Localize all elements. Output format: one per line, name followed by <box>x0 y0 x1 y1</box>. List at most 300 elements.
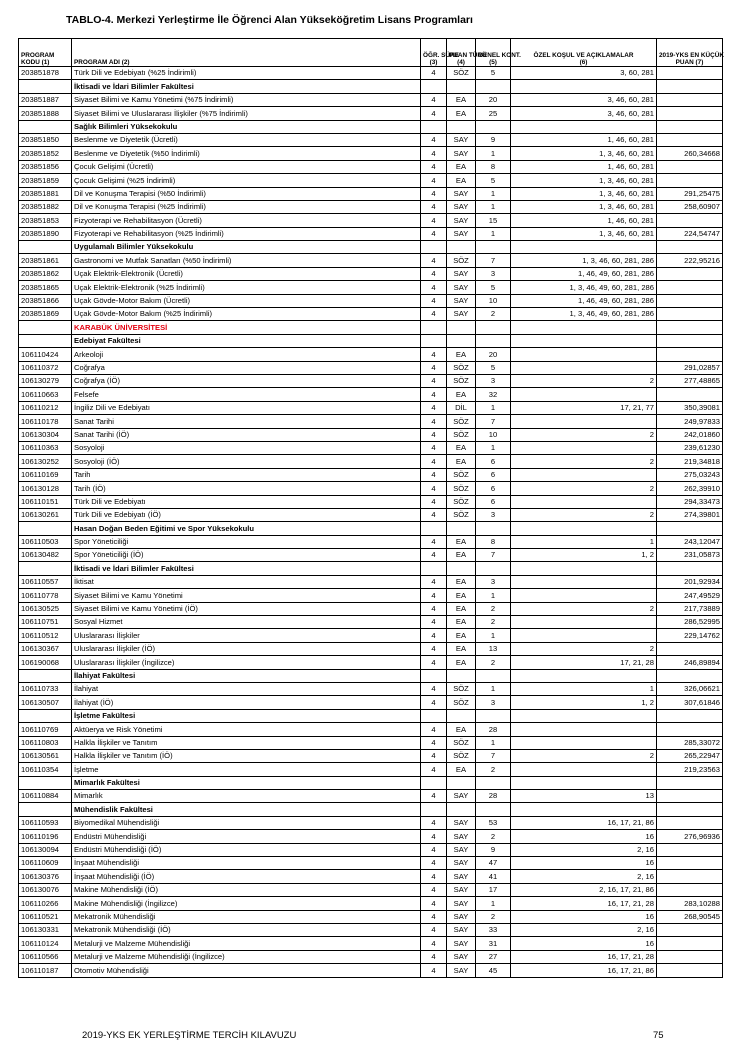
program-code: 106110354 <box>19 763 72 776</box>
conditions: 1, 3, 46, 60, 281 <box>511 227 657 240</box>
conditions: 17, 21, 77 <box>511 401 657 414</box>
quota: 33 <box>476 924 511 937</box>
table-row <box>19 682 723 695</box>
program-name: Beslenme ve Diyetetik (%50 İndirimli) <box>72 147 421 160</box>
conditions: 2 <box>511 374 657 387</box>
duration: 4 <box>421 937 447 950</box>
duration: 4 <box>421 187 447 200</box>
table-row <box>19 133 723 146</box>
score-type: EA <box>447 441 476 454</box>
min-score: 326,06621 <box>657 682 723 695</box>
table-row <box>19 937 723 950</box>
table-row <box>19 187 723 200</box>
program-code: 106130482 <box>19 549 72 562</box>
quota: 2 <box>476 910 511 923</box>
program-name: Endüstri Mühendisliği (İÖ) <box>72 843 421 856</box>
quota: 1 <box>476 200 511 213</box>
score-type: SAY <box>447 200 476 213</box>
min-score <box>657 950 723 963</box>
table-row <box>19 816 723 829</box>
duration: 4 <box>421 495 447 508</box>
table-row <box>19 870 723 883</box>
program-code: 106130331 <box>19 924 72 937</box>
quota: 2 <box>476 616 511 629</box>
conditions: 2 <box>511 602 657 615</box>
table-row <box>19 763 723 776</box>
min-score <box>657 937 723 950</box>
quota: 6 <box>476 468 511 481</box>
conditions: 16 <box>511 910 657 923</box>
empty-cell <box>476 776 511 789</box>
program-name: Çocuk Gelişimi (Ücretli) <box>72 160 421 173</box>
quota: 9 <box>476 843 511 856</box>
duration: 4 <box>421 535 447 548</box>
program-code: 106110178 <box>19 415 72 428</box>
table-row <box>19 495 723 508</box>
program-name: Uçak Gövde-Motor Bakım (Ücretli) <box>72 294 421 307</box>
min-score: 286,52995 <box>657 616 723 629</box>
program-code: 106110609 <box>19 857 72 870</box>
conditions: 1, 46, 49, 60, 281, 286 <box>511 267 657 280</box>
duration: 4 <box>421 924 447 937</box>
faculty-row <box>19 120 723 133</box>
min-score: 265,22947 <box>657 749 723 762</box>
quota: 3 <box>476 267 511 280</box>
duration: 4 <box>421 374 447 387</box>
empty-cell <box>19 803 72 816</box>
min-score: 229,14762 <box>657 629 723 642</box>
min-score <box>657 160 723 173</box>
score-type: EA <box>447 589 476 602</box>
page-title: TABLO-4. Merkezi Yerleştirme İle Öğrenci Alan Yükseköğretim Lisans Programları <box>66 14 473 26</box>
program-name: Endüstri Mühendisliği <box>72 830 421 843</box>
duration: 4 <box>421 642 447 655</box>
faculty-name: Hasan Doğan Beden Eğitimi ve Spor Yüksekokulu <box>72 522 421 535</box>
faculty-name: İşletme Fakültesi <box>72 709 421 722</box>
table-row <box>19 508 723 521</box>
program-code: 203851888 <box>19 107 72 120</box>
score-type: SÖZ <box>447 374 476 387</box>
conditions <box>511 736 657 749</box>
header-min-score: 2019-YKS EN KÜÇÜK PUAN (7) <box>657 39 723 67</box>
duration: 4 <box>421 401 447 414</box>
duration: 4 <box>421 147 447 160</box>
conditions: 1, 2 <box>511 696 657 709</box>
min-score <box>657 870 723 883</box>
empty-cell <box>476 522 511 535</box>
empty-cell <box>19 241 72 254</box>
table-row <box>19 227 723 240</box>
quota: 28 <box>476 790 511 803</box>
min-score: 276,96936 <box>657 830 723 843</box>
conditions: 1, 46, 60, 281 <box>511 133 657 146</box>
table-row <box>19 723 723 736</box>
program-code: 203851862 <box>19 267 72 280</box>
score-type: EA <box>447 575 476 588</box>
conditions: 16, 17, 21, 86 <box>511 964 657 977</box>
conditions <box>511 575 657 588</box>
program-name: Türk Dili ve Edebiyatı <box>72 495 421 508</box>
faculty-row <box>19 241 723 254</box>
header-program-code: PROGRAM KODU (1) <box>19 39 72 67</box>
program-code: 106110733 <box>19 682 72 695</box>
quota: 25 <box>476 107 511 120</box>
faculty-name: Sağlık Bilimleri Yüksekokulu <box>72 120 421 133</box>
program-name: Siyaset Bilimi ve Uluslararası İlişkiler (%75 İndirimli) <box>72 107 421 120</box>
min-score: 222,95216 <box>657 254 723 267</box>
empty-cell <box>19 709 72 722</box>
score-type: SAY <box>447 883 476 896</box>
table-row <box>19 736 723 749</box>
empty-cell <box>19 522 72 535</box>
program-name: Uluslararası İlişkiler (İngilizce) <box>72 656 421 669</box>
program-name: Uçak Gövde-Motor Bakım (%25 İndirimli) <box>72 308 421 321</box>
empty-cell <box>476 562 511 575</box>
table-row <box>19 455 723 468</box>
min-score <box>657 308 723 321</box>
quota: 7 <box>476 415 511 428</box>
duration: 4 <box>421 348 447 361</box>
program-name: Uluslararası İlişkiler (İÖ) <box>72 642 421 655</box>
program-name: İngiliz Dili ve Edebiyatı <box>72 401 421 414</box>
table-row <box>19 174 723 187</box>
duration: 4 <box>421 816 447 829</box>
program-code: 106110593 <box>19 816 72 829</box>
table-row <box>19 616 723 629</box>
empty-cell <box>476 669 511 682</box>
faculty-name: Mimarlık Fakültesi <box>72 776 421 789</box>
table-row <box>19 428 723 441</box>
quota: 2 <box>476 308 511 321</box>
empty-cell <box>447 776 476 789</box>
program-code: 106130561 <box>19 749 72 762</box>
program-code: 203851856 <box>19 160 72 173</box>
quota: 1 <box>476 736 511 749</box>
header-conditions: ÖZEL KOŞUL VE AÇIKLAMALAR (6) <box>511 39 657 67</box>
empty-cell <box>447 241 476 254</box>
score-type: SÖZ <box>447 749 476 762</box>
min-score: 243,12047 <box>657 535 723 548</box>
empty-cell <box>657 669 723 682</box>
conditions: 2, 16 <box>511 843 657 856</box>
program-code: 203851865 <box>19 281 72 294</box>
score-type: DİL <box>447 401 476 414</box>
conditions: 3, 46, 60, 281 <box>511 107 657 120</box>
program-name: Coğrafya <box>72 361 421 374</box>
program-code: 106110663 <box>19 388 72 401</box>
score-type: SAY <box>447 830 476 843</box>
empty-cell <box>447 80 476 93</box>
program-name: Sosyoloji (İÖ) <box>72 455 421 468</box>
duration: 4 <box>421 93 447 106</box>
min-score: 249,97833 <box>657 415 723 428</box>
faculty-name: İktisadi ve İdari Bilimler Fakültesi <box>72 80 421 93</box>
program-code: 106110196 <box>19 830 72 843</box>
faculty-row <box>19 776 723 789</box>
table-row <box>19 883 723 896</box>
empty-cell <box>511 334 657 347</box>
empty-cell <box>19 776 72 789</box>
program-name: Makine Mühendisliği (İÖ) <box>72 883 421 896</box>
empty-cell <box>511 709 657 722</box>
table-row <box>19 696 723 709</box>
empty-cell <box>19 669 72 682</box>
empty-cell <box>511 120 657 133</box>
faculty-name: İktisadi ve İdari Bilimler Fakültesi <box>72 562 421 575</box>
conditions <box>511 495 657 508</box>
score-type: EA <box>447 723 476 736</box>
table-row <box>19 575 723 588</box>
program-code: 106110212 <box>19 401 72 414</box>
quota: 13 <box>476 642 511 655</box>
min-score <box>657 267 723 280</box>
score-type: SAY <box>447 790 476 803</box>
score-type: SAY <box>447 964 476 977</box>
empty-cell <box>19 334 72 347</box>
program-name: Sanat Tarihi (İÖ) <box>72 428 421 441</box>
min-score: 201,92934 <box>657 575 723 588</box>
min-score <box>657 924 723 937</box>
conditions <box>511 629 657 642</box>
empty-cell <box>19 80 72 93</box>
quota: 20 <box>476 93 511 106</box>
min-score <box>657 964 723 977</box>
program-name: Fizyoterapi ve Rehabilitasyon (Ücretli) <box>72 214 421 227</box>
program-name: Türk Dili ve Edebiyatı (İÖ) <box>72 508 421 521</box>
conditions: 2 <box>511 508 657 521</box>
min-score: 350,39081 <box>657 401 723 414</box>
table-row <box>19 348 723 361</box>
score-type: SAY <box>447 187 476 200</box>
score-type: SAY <box>447 897 476 910</box>
program-code: 106130261 <box>19 508 72 521</box>
page-number: 75 <box>653 1030 664 1041</box>
table-row <box>19 950 723 963</box>
program-code: 106130279 <box>19 374 72 387</box>
program-name: Mekatronik Mühendisliği <box>72 910 421 923</box>
faculty-row <box>19 669 723 682</box>
conditions: 2, 16 <box>511 924 657 937</box>
quota: 5 <box>476 67 511 80</box>
score-type: SAY <box>447 214 476 227</box>
min-score <box>657 843 723 856</box>
table-row <box>19 67 723 80</box>
program-code: 106110884 <box>19 790 72 803</box>
program-code: 106130076 <box>19 883 72 896</box>
conditions: 16, 17, 21, 28 <box>511 897 657 910</box>
conditions: 2 <box>511 455 657 468</box>
duration: 4 <box>421 267 447 280</box>
program-name: Fizyoterapi ve Rehabilitasyon (%25 İndirimli) <box>72 227 421 240</box>
duration: 4 <box>421 160 447 173</box>
min-score <box>657 107 723 120</box>
duration: 4 <box>421 870 447 883</box>
quota: 17 <box>476 883 511 896</box>
program-name: Metalurji ve Malzeme Mühendisliği (İngilizce) <box>72 950 421 963</box>
program-name: Felsefe <box>72 388 421 401</box>
empty-cell <box>511 321 657 334</box>
program-code: 106130525 <box>19 602 72 615</box>
conditions: 2, 16, 17, 21, 86 <box>511 883 657 896</box>
program-code: 106110751 <box>19 616 72 629</box>
duration: 4 <box>421 254 447 267</box>
score-type: EA <box>447 107 476 120</box>
program-name: Halkla İlişkiler ve Tanıtım <box>72 736 421 749</box>
program-code: 106110372 <box>19 361 72 374</box>
score-type: EA <box>447 348 476 361</box>
header-score-type: PUAN TÜRÜ (4) <box>447 39 476 67</box>
duration: 4 <box>421 790 447 803</box>
conditions: 16 <box>511 830 657 843</box>
table-row <box>19 549 723 562</box>
quota: 10 <box>476 428 511 441</box>
faculty-name: Mühendislik Fakültesi <box>72 803 421 816</box>
quota: 2 <box>476 763 511 776</box>
conditions: 3, 60, 281 <box>511 67 657 80</box>
score-type: SAY <box>447 950 476 963</box>
quota: 7 <box>476 254 511 267</box>
table-row <box>19 214 723 227</box>
quota: 1 <box>476 441 511 454</box>
empty-cell <box>421 709 447 722</box>
duration: 4 <box>421 763 447 776</box>
quota: 47 <box>476 857 511 870</box>
empty-cell <box>657 321 723 334</box>
conditions <box>511 361 657 374</box>
conditions: 1, 3, 46, 60, 281 <box>511 147 657 160</box>
conditions <box>511 468 657 481</box>
conditions: 1, 3, 46, 60, 281, 286 <box>511 254 657 267</box>
score-type: SAY <box>447 816 476 829</box>
empty-cell <box>421 241 447 254</box>
program-code: 203851869 <box>19 308 72 321</box>
duration: 4 <box>421 441 447 454</box>
program-code: 106110169 <box>19 468 72 481</box>
program-code: 203851878 <box>19 67 72 80</box>
duration: 4 <box>421 629 447 642</box>
program-name: Sosyoloji <box>72 441 421 454</box>
min-score: 291,25475 <box>657 187 723 200</box>
min-score: 291,02857 <box>657 361 723 374</box>
duration: 4 <box>421 616 447 629</box>
table-row <box>19 629 723 642</box>
table-row <box>19 93 723 106</box>
empty-cell <box>19 321 72 334</box>
conditions: 16 <box>511 937 657 950</box>
program-code: 203851881 <box>19 187 72 200</box>
program-name: Sanat Tarihi <box>72 415 421 428</box>
quota: 5 <box>476 281 511 294</box>
duration: 4 <box>421 656 447 669</box>
min-score: 285,33072 <box>657 736 723 749</box>
conditions: 1, 3, 46, 60, 281 <box>511 200 657 213</box>
program-code: 203851887 <box>19 93 72 106</box>
duration: 4 <box>421 723 447 736</box>
quota: 1 <box>476 401 511 414</box>
program-code: 106130094 <box>19 843 72 856</box>
program-name: Aktüerya ve Risk Yönetimi <box>72 723 421 736</box>
program-name: Mekatronik Mühendisliği (İÖ) <box>72 924 421 937</box>
score-type: EA <box>447 642 476 655</box>
program-code: 106130128 <box>19 482 72 495</box>
table-row <box>19 441 723 454</box>
quota: 3 <box>476 508 511 521</box>
duration: 4 <box>421 843 447 856</box>
table-body <box>19 67 723 978</box>
conditions: 2, 16 <box>511 870 657 883</box>
score-type: SÖZ <box>447 508 476 521</box>
duration: 4 <box>421 227 447 240</box>
conditions: 1, 3, 46, 60, 281 <box>511 187 657 200</box>
table-row <box>19 361 723 374</box>
table-row <box>19 857 723 870</box>
program-code: 106130507 <box>19 696 72 709</box>
faculty-name: Edebiyat Fakültesi <box>72 334 421 347</box>
faculty-row <box>19 334 723 347</box>
conditions: 1, 3, 46, 49, 60, 281, 286 <box>511 308 657 321</box>
program-code: 106110187 <box>19 964 72 977</box>
score-type: SAY <box>447 308 476 321</box>
empty-cell <box>511 669 657 682</box>
duration: 4 <box>421 133 447 146</box>
duration: 4 <box>421 736 447 749</box>
duration: 4 <box>421 575 447 588</box>
duration: 4 <box>421 294 447 307</box>
program-code: 106110151 <box>19 495 72 508</box>
quota: 1 <box>476 629 511 642</box>
conditions: 1 <box>511 682 657 695</box>
conditions <box>511 441 657 454</box>
conditions: 2 <box>511 482 657 495</box>
quota: 5 <box>476 361 511 374</box>
program-name: Spor Yöneticiliği (İÖ) <box>72 549 421 562</box>
score-type: EA <box>447 549 476 562</box>
min-score: 224,54747 <box>657 227 723 240</box>
conditions: 2 <box>511 428 657 441</box>
program-name: İlahiyat (İÖ) <box>72 696 421 709</box>
program-name: İktisat <box>72 575 421 588</box>
conditions: 13 <box>511 790 657 803</box>
program-code: 106110363 <box>19 441 72 454</box>
quota: 7 <box>476 749 511 762</box>
program-code: 106110566 <box>19 950 72 963</box>
score-type: EA <box>447 535 476 548</box>
conditions: 1, 3, 46, 60, 281 <box>511 174 657 187</box>
quota: 3 <box>476 575 511 588</box>
conditions: 1, 46, 49, 60, 281, 286 <box>511 294 657 307</box>
table-row <box>19 160 723 173</box>
quota: 28 <box>476 723 511 736</box>
program-name: Sosyal Hizmet <box>72 616 421 629</box>
program-name: Biyomedikal Mühendisliği <box>72 816 421 829</box>
score-type: EA <box>447 616 476 629</box>
duration: 4 <box>421 682 447 695</box>
min-score <box>657 174 723 187</box>
table-row <box>19 294 723 307</box>
quota: 7 <box>476 549 511 562</box>
score-type: EA <box>447 763 476 776</box>
score-type: SAY <box>447 133 476 146</box>
program-code: 106130252 <box>19 455 72 468</box>
conditions <box>511 388 657 401</box>
program-name: Uçak Elektrik-Elektronik (%25 İndirimli) <box>72 281 421 294</box>
score-type: EA <box>447 388 476 401</box>
program-code: 106110803 <box>19 736 72 749</box>
empty-cell <box>421 120 447 133</box>
empty-cell <box>511 80 657 93</box>
duration: 4 <box>421 549 447 562</box>
quota: 6 <box>476 482 511 495</box>
